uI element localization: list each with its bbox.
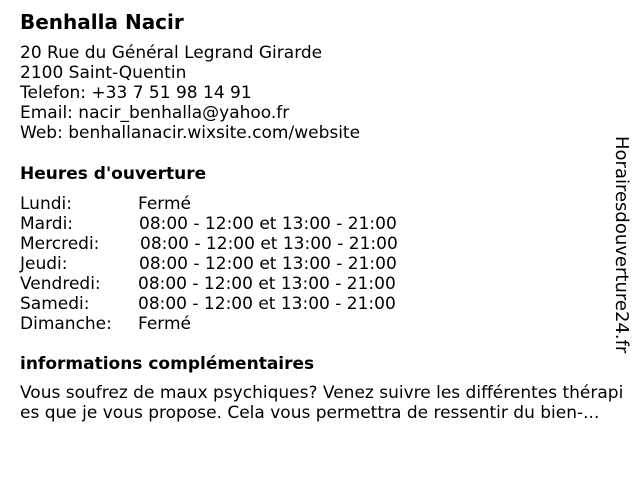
- day-label: Jeudi:: [20, 254, 68, 274]
- day-label: Samedi:: [20, 294, 90, 314]
- day-label: Lundi:: [20, 194, 72, 214]
- email-address[interactable]: Email: nacir_benhalla@yahoo.fr: [20, 103, 290, 123]
- opening-hours-heading: Heures d'ouverture: [20, 164, 207, 184]
- website-link[interactable]: Web: benhallanacir.wixsite.com/website: [20, 123, 361, 143]
- business-name: Benhalla Nacir: [20, 10, 184, 34]
- site-watermark: Horairesdouverture24.fr: [611, 136, 632, 354]
- hours-value: 08:00 - 12:00 et 13:00 - 21:00: [138, 294, 396, 314]
- day-label: Mardi:: [20, 214, 74, 234]
- day-label: Mercredi:: [20, 234, 100, 254]
- address-street: 20 Rue du Général Legrand Girarde: [20, 43, 323, 63]
- hours-value: 08:00 - 12:00 et 13:00 - 21:00: [139, 254, 397, 274]
- hours-value: Fermé: [138, 314, 192, 334]
- hours-value: 08:00 - 12:00 et 13:00 - 21:00: [140, 234, 398, 254]
- additional-info-heading: informations complémentaires: [20, 354, 315, 374]
- day-label: Vendredi:: [20, 274, 101, 294]
- day-label: Dimanche:: [20, 314, 112, 334]
- hours-value: 08:00 - 12:00 et 13:00 - 21:00: [139, 214, 397, 234]
- phone-number[interactable]: Telefon: +33 7 51 98 14 91: [20, 83, 252, 103]
- hours-value: 08:00 - 12:00 et 13:00 - 21:00: [138, 274, 396, 294]
- contact-block: [20, 43, 360, 143]
- additional-info-text: Vous soufrez de maux psychiques? Venez suivre les différentes thérapies que je vous propose. Cela vous permettra de ressentir du bien-...: [20, 383, 624, 423]
- hours-value: Fermé: [138, 194, 192, 214]
- address-city: 2100 Saint-Quentin: [20, 63, 187, 83]
